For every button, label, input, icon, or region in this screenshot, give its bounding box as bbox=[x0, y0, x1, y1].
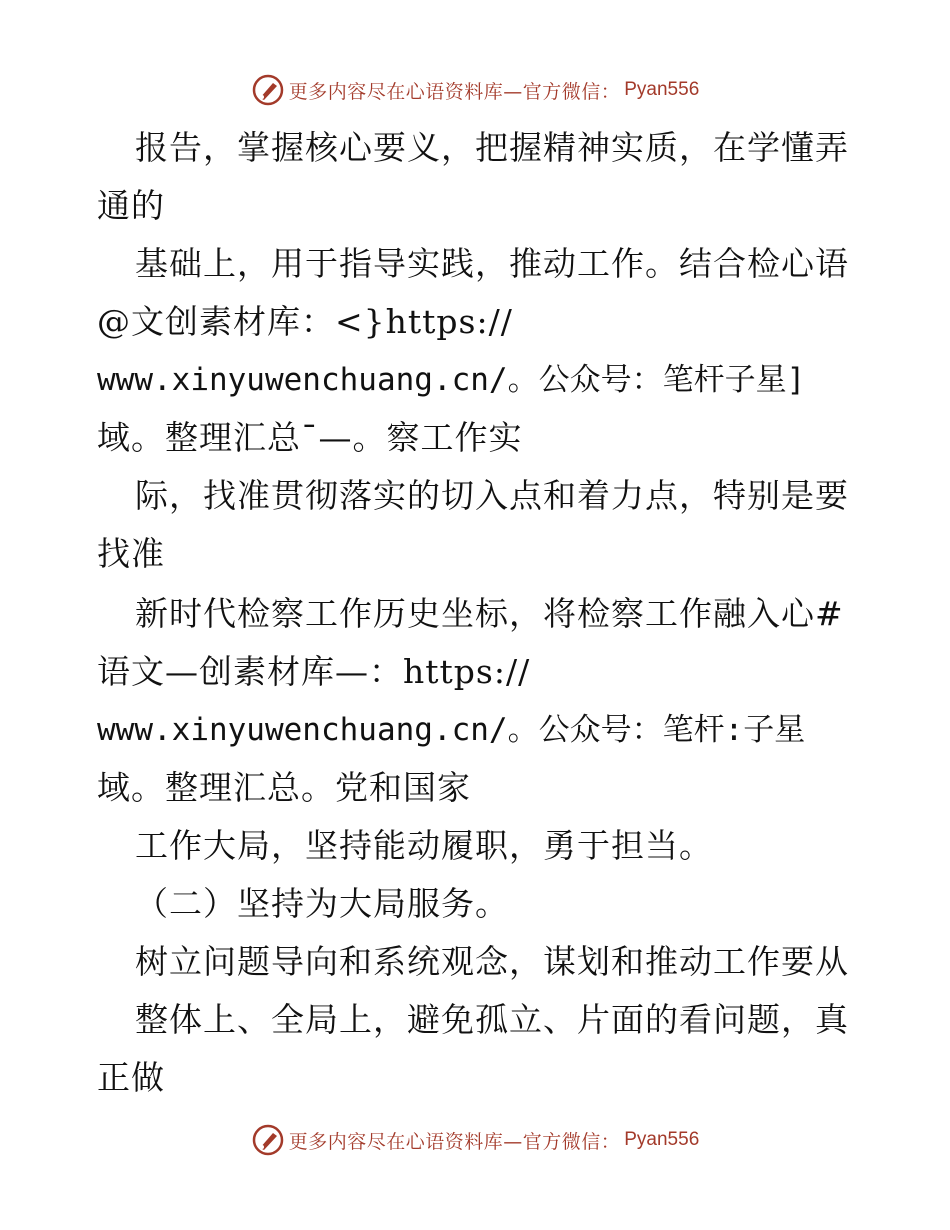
body-line: www.xinyuwenchuang.cn/。公众号：笔杆子星] bbox=[97, 362, 806, 398]
body-line: 域。整理汇总¯—。察工作实 bbox=[97, 418, 523, 457]
body-line: 报告，掌握核心要义，把握精神实质，在学懂弄 bbox=[135, 128, 849, 167]
body-line: （二）坚持为大局服务。 bbox=[135, 884, 509, 923]
footer-watermark bbox=[0, 1120, 950, 1160]
header-watermark bbox=[0, 70, 950, 110]
body-line: 通的 bbox=[97, 186, 165, 225]
body-line: 域。整理汇总。党和国家 bbox=[97, 768, 471, 807]
body-line: 语文—创素材库—：https:// bbox=[97, 652, 531, 691]
body-line: www.xinyuwenchuang.cn/。公众号：笔杆:子星 bbox=[97, 712, 806, 748]
pen-logo-icon bbox=[251, 1123, 285, 1157]
watermark-wechat-id: Pyan556 bbox=[624, 1129, 700, 1150]
body-line: 找准 bbox=[97, 534, 165, 573]
body-line: 树立问题导向和系统观念，谋划和推动工作要从 bbox=[135, 942, 849, 981]
watermark-wechat-id: Pyan556 bbox=[624, 79, 700, 100]
pen-logo-icon bbox=[251, 73, 285, 107]
watermark-text: 更多内容尽在心语资料库—官方微信： bbox=[288, 80, 621, 103]
body-line: 正做 bbox=[97, 1058, 165, 1097]
body-line: 工作大局，坚持能动履职，勇于担当。 bbox=[135, 826, 713, 865]
body-line: @文创素材库：<}https:// bbox=[97, 302, 513, 341]
body-line: 际，找准贯彻落实的切入点和着力点，特别是要 bbox=[135, 476, 849, 515]
body-line: 整体上、全局上，避免孤立、片面的看问题，真 bbox=[135, 1000, 849, 1039]
watermark-text: 更多内容尽在心语资料库—官方微信： bbox=[288, 1130, 621, 1153]
body-line: 新时代检察工作历史坐标，将检察工作融入心# bbox=[135, 594, 844, 633]
body-line: 基础上，用于指导实践，推动工作。结合检心语 bbox=[135, 244, 849, 283]
